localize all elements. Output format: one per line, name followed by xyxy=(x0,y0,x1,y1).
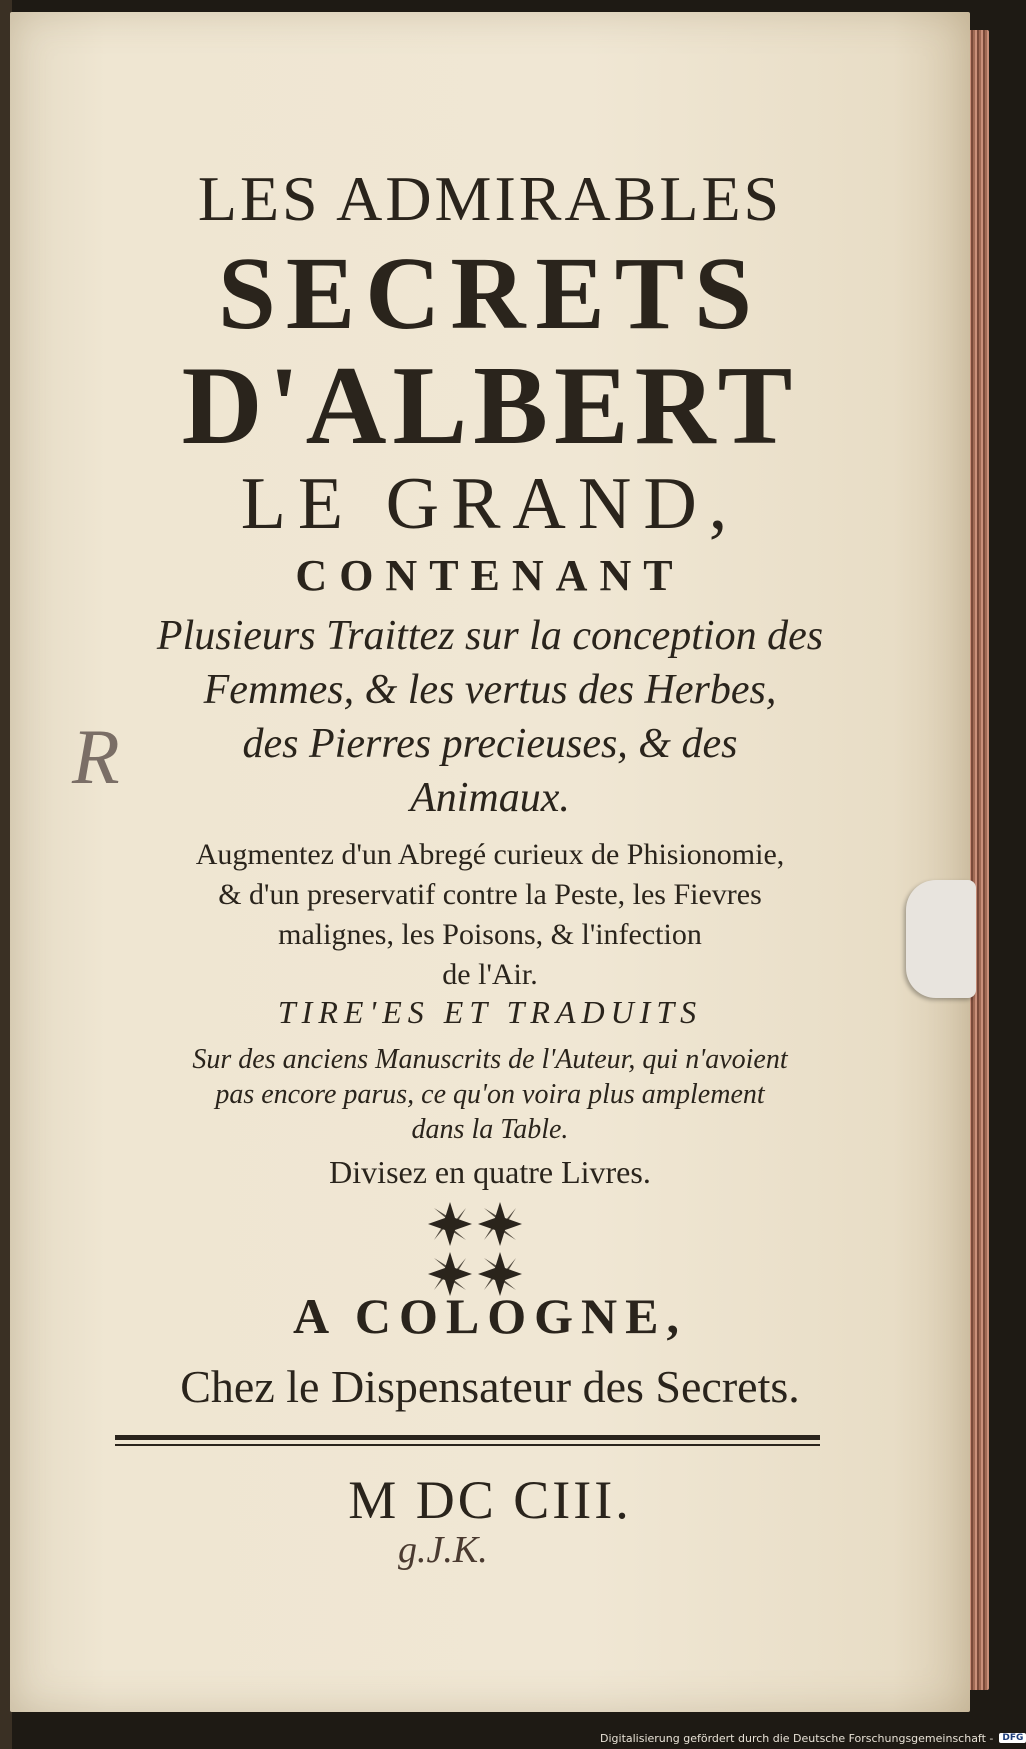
printers-ornament-icon xyxy=(425,1199,525,1299)
divisez-line: Divisez en quatre Livres. xyxy=(329,1154,651,1190)
digitization-footer xyxy=(600,1729,1024,1747)
footer-credit: Digitalisierung gefördert durch die Deutsche Forschungsgemeinschaft - xyxy=(600,1731,994,1745)
title-line-4: LE GRAND, xyxy=(240,463,740,545)
rule-thick xyxy=(115,1435,820,1440)
subtitle-line: des Pierres precieuses, & des xyxy=(242,721,738,767)
contenant-heading: CONTENANT xyxy=(295,551,685,600)
tirees-heading: TIRE'ES ET TRADUITS xyxy=(277,994,703,1030)
manuscrits-line: pas encore parus, ce qu'on voira plus amplement xyxy=(215,1079,765,1110)
augment-line: de l'Air. xyxy=(442,958,538,991)
page-tab-marker xyxy=(906,880,976,998)
subtitle-line: Plusieurs Traittez sur la conception des xyxy=(156,613,824,659)
title-page xyxy=(10,12,970,1712)
augment-line: & d'un preservatif contre la Peste, les Fievres xyxy=(218,878,762,911)
manuscrits-line: dans la Table. xyxy=(411,1114,569,1145)
augment-line: malignes, les Poisons, & l'infection xyxy=(278,918,702,951)
imprint-year: M DC CIII. xyxy=(348,1470,632,1530)
margin-annotation: R xyxy=(72,713,120,800)
title-line-1: LES ADMIRABLES xyxy=(197,163,783,234)
imprint-publisher: Chez le Dispensateur des Secrets. xyxy=(180,1361,800,1412)
subtitle-line: Animaux. xyxy=(410,775,570,821)
dfg-logo-icon: DFG xyxy=(999,1733,1026,1743)
title-line-2: SECRETS xyxy=(218,236,762,351)
manuscript-shelfmark: g.J.K. xyxy=(398,1529,488,1571)
title-line-3: D'ALBERT xyxy=(181,344,799,468)
rule-thin xyxy=(115,1444,820,1446)
subtitle-line: Femmes, & les vertus des Herbes, xyxy=(203,667,777,713)
manuscrits-line: Sur des anciens Manuscrits de l'Auteur, qui n'avoient xyxy=(192,1044,788,1075)
augment-line: Augmentez d'un Abregé curieux de Phisionomie, xyxy=(195,838,785,871)
imprint-place: A COLOGNE, xyxy=(293,1288,687,1344)
